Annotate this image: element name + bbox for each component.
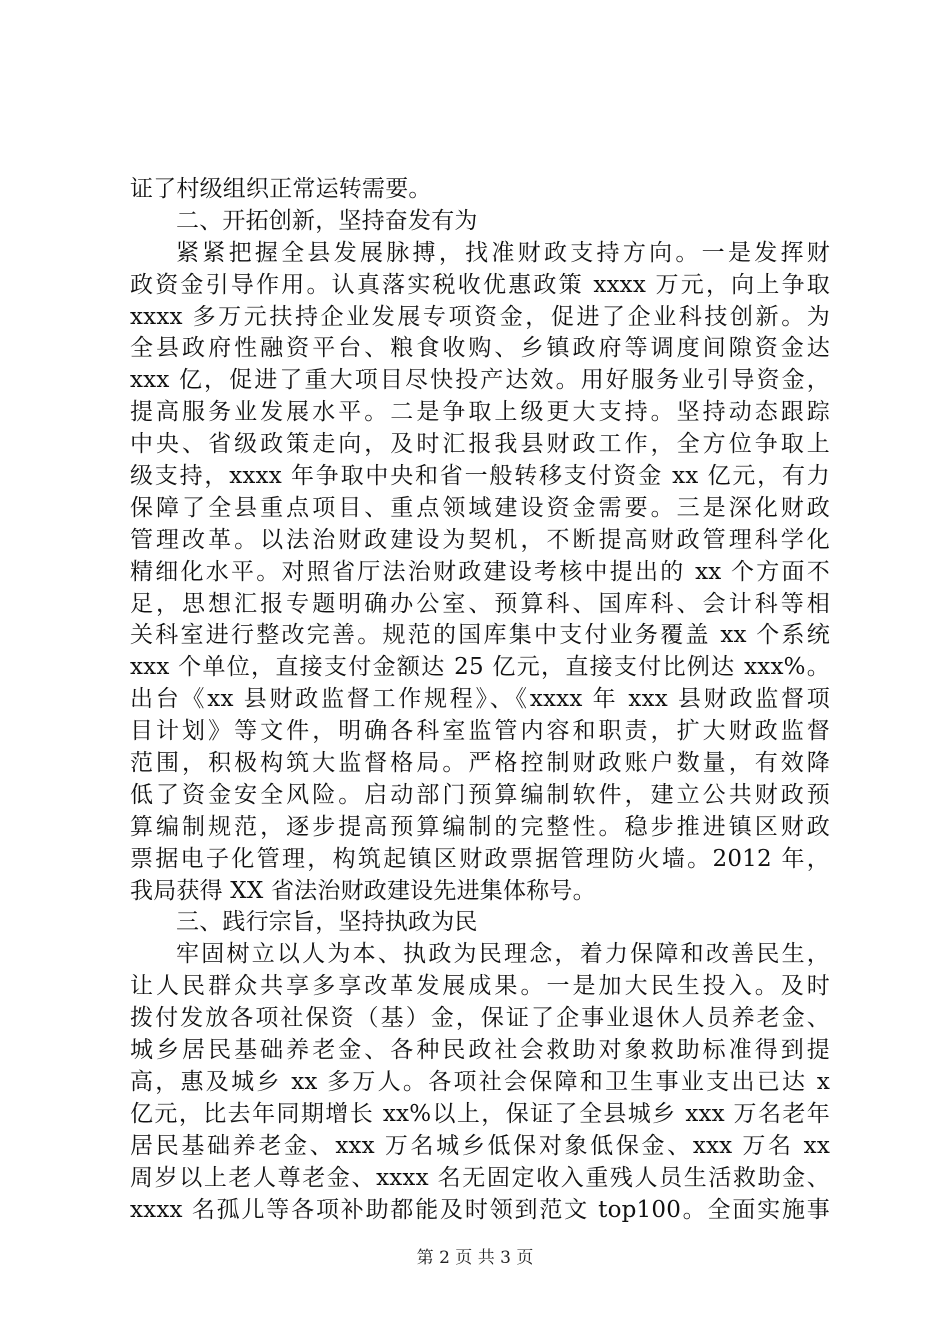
text-line: 足，思想汇报专题明确办公室、预算科、国库科、会计科等相 [130,590,830,617]
text-line: 牢固树立以人为本、执政为民理念，着力保障和改善民生， [176,941,830,968]
text-line: 管理改革。以法治财政建设为契机，不断提高财政管理科学化 [130,526,830,553]
text-line: 周岁以上老人尊老金、xxxx 名无固定收入重残人员生活救助金、 [130,1164,830,1191]
text-line: 全县政府性融资平台、粮食收购、乡镇政府等调度间隙资金达 [130,335,830,362]
text-line: 算编制规范，逐步提高预算编制的完整性。稳步推进镇区财政 [130,813,830,840]
text-line: 关科室进行整改完善。规范的国库集中支付业务覆盖 xx 个系统 [130,622,830,649]
text-line: 高，惠及城乡 xx 多万人。各项社会保障和卫生事业支出已达 x [130,1068,830,1095]
text-line: xxxx 名孤儿等各项补助都能及时领到范文 top100。全面实施事 [130,1196,830,1223]
text-line: 票据电子化管理，构筑起镇区财政票据管理防火墙。2012 年， [130,845,830,872]
text-line: 目计划》等文件，明确各科室监管内容和职责，扩大财政监督 [130,718,830,745]
text-line: 让人民群众共享多享改革发展成果。一是加大民生投入。及时 [130,973,830,1000]
text-line: 提高服务业发展水平。二是争取上级更大支持。坚持动态跟踪 [130,399,830,426]
text-line: 出台《xx 县财政监督工作规程》、《xxxx 年 xxx 县财政监督项 [130,686,830,713]
text-line: 范围，积极构筑大监督格局。严格控制财政账户数量，有效降 [130,750,830,777]
text-line: 紧紧把握全县发展脉搏，找准财政支持方向。一是发挥财 [176,239,830,266]
text-line: 中央、省级政策走向，及时汇报我县财政工作，全方位争取上 [130,431,830,458]
text-line: xxx 个单位，直接支付金额达 25 亿元，直接支付比例达 xxx%。 [130,654,830,681]
text-line: 低了资金安全风险。启动部门预算编制软件，建立公共财政预 [130,781,830,808]
text-line: 拨付发放各项社保资（基）金，保证了企事业退休人员养老金、 [130,1005,830,1032]
text-line: 精细化水平。对照省厅法治财政建设考核中提出的 xx 个方面不 [130,558,830,585]
text-line: 政资金引导作用。认真落实税收优惠政策 xxxx 万元，向上争取 [130,271,830,298]
text-line: 保障了全县重点项目、重点领域建设资金需要。三是深化财政 [130,494,830,521]
page-number-footer: 第 2 页 共 3 页 [416,1248,534,1268]
text-line: 城乡居民基础养老金、各种民政社会救助对象救助标准得到提 [130,1037,830,1064]
text-line: 亿元，比去年同期增长 xx%以上，保证了全县城乡 xxx 万名老年 [130,1100,830,1127]
text-line: xxxx 多万元扶持企业发展专项资金，促进了企业科技创新。为 [130,303,830,330]
text-line: 居民基础养老金、xxx 万名城乡低保对象低保金、xxx 万名 xx [130,1132,830,1159]
text-line: 证了村级组织正常运转需要。 [130,176,432,202]
text-line: 我局获得 XX 省法治财政建设先进集体称号。 [130,877,596,904]
text-line: 级支持，xxxx 年争取中央和省一般转移支付资金 xx 亿元，有力 [130,463,830,490]
section-heading: 二、开拓创新，坚持奋发有为 [176,207,478,234]
text-line: xxx 亿，促进了重大项目尽快投产达效。用好服务业引导资金， [130,367,830,394]
document-body [130,174,830,1226]
section-heading: 三、践行宗旨，坚持执政为民 [176,909,478,936]
